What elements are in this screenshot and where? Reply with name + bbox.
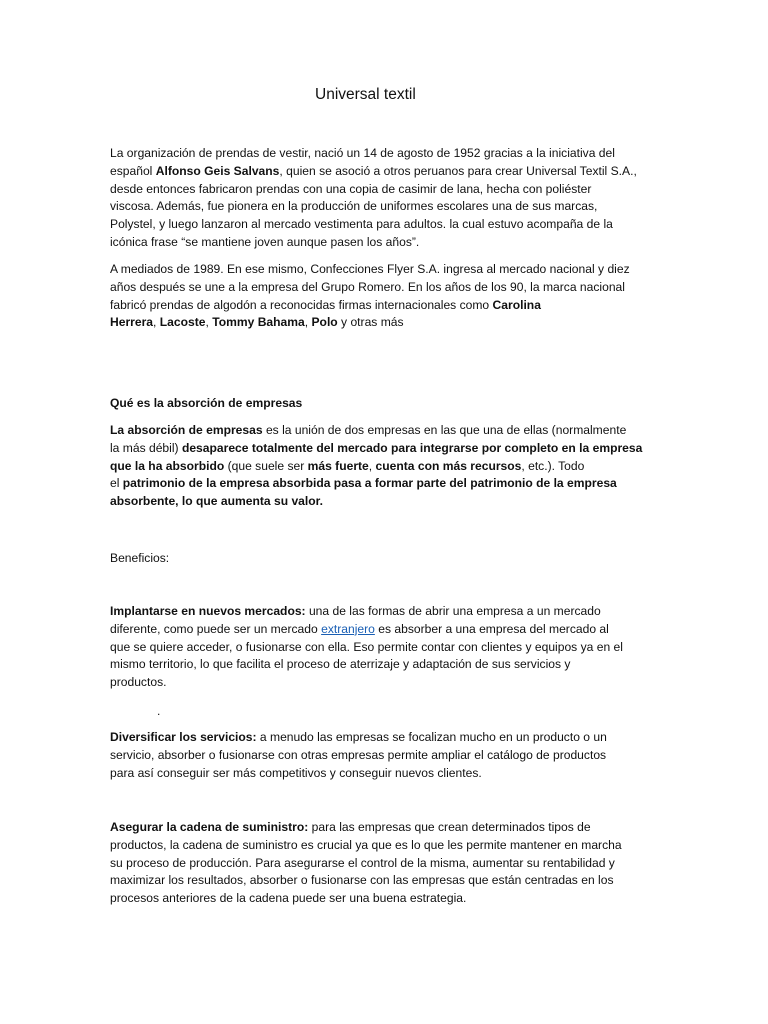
text-line: el patrimonio de la empresa absorbida pasa a formar parte del patrimonio de la empresa [110, 476, 617, 491]
founder-name: Alfonso Geis Salvans [155, 163, 280, 178]
text-line: Implantarse en nuevos mercados: una de las formas de abrir una empresa a un mercado [110, 604, 601, 618]
document-title: Universal textil [315, 86, 416, 103]
brand-name: Polo [311, 315, 338, 330]
absorption-heading: Qué es la absorción de empresas [110, 396, 303, 410]
benefit-supply-chain [110, 819, 658, 908]
text-line: años después se une a la empresa del Grupo Romero. En los años de los 90, la marca nacional [110, 279, 625, 294]
text-line: español Alfonso Geis Salvans, quien se asoció a otros peruanos para crear Universal Textil S.A., [110, 163, 637, 178]
brand-name: Carolina [492, 297, 541, 312]
text-line: maximizar los resultados, absorber o fusionarse con las empresas que están centradas en los [110, 873, 614, 888]
text-line: que la ha absorbido (que suele ser más fuerte, cuenta con más recursos, etc.). Todo [110, 458, 585, 473]
text-line: productos, la cadena de suministro es crucial ya que es lo que les permite mantener en marcha [110, 837, 622, 852]
brand-name: Lacoste [159, 315, 206, 330]
text-line: su proceso de producción. Para asegurarse el control de la misma, aumentar su rentabilidad y [110, 855, 615, 870]
brand-name: Herrera [110, 315, 154, 330]
text-line: La organización de prendas de vestir, nació un 14 de agosto de 1952 gracias a la iniciativa del [110, 146, 615, 160]
text-line: para así conseguir ser más competitivos y conseguir nuevos clientes. [110, 765, 482, 780]
text-line: desde entonces fabricaron prendas con una copia de casimir de lana, hecha con poliéster [110, 181, 592, 196]
text-line: fabricó prendas de algodón a reconocidas firmas internacionales como Carolina [110, 297, 541, 312]
text-line: que se quiere acceder, o fusionarse con ella. Eso permite contar con clientes y equipos ya en el [110, 639, 623, 654]
text-line: La absorción de empresas es la unión de dos empresas en las que una de ellas (normalmente [110, 423, 627, 437]
text-line: icónica frase “se mantiene joven aunque pasen los años”. [110, 234, 420, 249]
text-line: Herrera, Lacoste, Tommy Bahama, Polo y otras más [110, 315, 404, 330]
benefits-heading: Beneficios: [110, 551, 170, 565]
absorption-paragraph [110, 422, 658, 511]
stray-dot: . [157, 704, 161, 718]
text-line: mismo territorio, lo que facilita el proceso de aterrizaje y adaptación de sus servicios y [110, 657, 571, 672]
history-paragraph-1 [110, 145, 658, 252]
text-line: productos. [110, 675, 167, 690]
extranjero-link[interactable]: extranjero [321, 621, 375, 636]
text-line: la más débil) desaparece totalmente del mercado para integrarse por completo en la empresa [110, 440, 643, 455]
text-line: servicio, absorber o fusionarse con otras empresas permite ampliar el catálogo de productos [110, 747, 607, 762]
benefit-diversify [110, 729, 658, 782]
text-line: Diversificar los servicios: a menudo las empresas se focalizan mucho en un producto o un [110, 730, 607, 744]
benefit-new-markets [110, 603, 658, 692]
text-line: viscosa. Además, fue pionera en la producción de uniformes escolares una de sus marcas, [110, 199, 598, 214]
history-paragraph-2 [110, 261, 658, 332]
brand-name: Tommy Bahama [212, 315, 305, 330]
text-line: Asegurar la cadena de suministro: para las empresas que crean determinados tipos de [110, 820, 591, 834]
text-line: Polystel, y luego lanzaron al mercado vestimenta para adultos. la cual estuvo acompaña de la [110, 217, 613, 232]
text-line: procesos anteriores de la cadena puede ser una buena estrategia. [110, 891, 467, 906]
text-line: absorbente, lo que aumenta su valor. [110, 494, 324, 509]
text-line: A mediados de 1989. En ese mismo, Confecciones Flyer S.A. ingresa al mercado nacional y diez [110, 262, 630, 276]
text-line: diferente, como puede ser un mercado extranjero es absorber a una empresa del mercado al [110, 621, 609, 636]
